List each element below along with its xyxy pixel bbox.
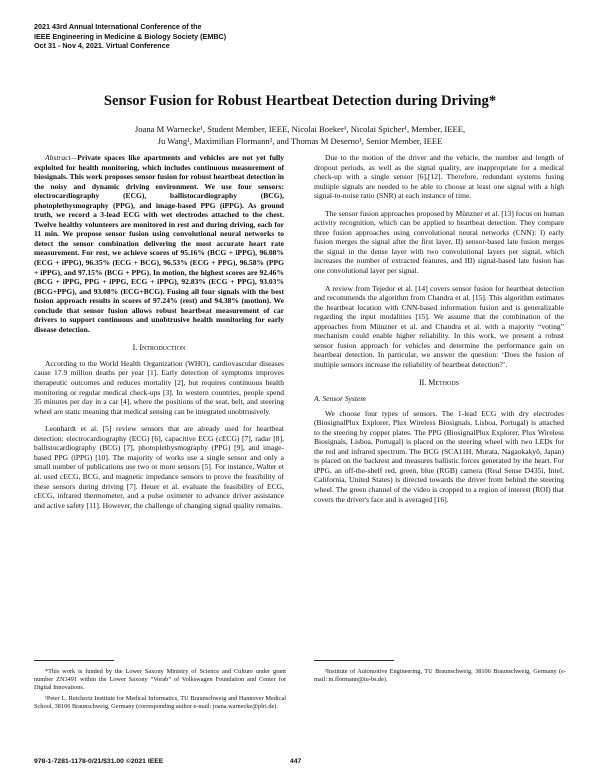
section-heading-introduction: I. Introduction [132, 343, 186, 353]
isbn-footer: 978-1-7281-1178-0/21/$31.00 ©2021 IEEE [34, 758, 164, 765]
author-line-1: Joana M Warnecke¹, Student Member, IEEE, Nicolai Boeker¹, Nicolai Spicher¹, Member, IEEE, [134, 124, 466, 134]
subsection-heading-sensor-system: A. Sensor System [314, 394, 366, 404]
footnote-affiliation-2: ²Institute of Automotive Engineering, TU Braunschweig, 38106 Braunschweig, Germany (e-mail: m.flormann@tu-bs.de). [314, 668, 566, 683]
intro-paragraph-3: Due to the motion of the driver and the vehicle, the number and length of dropout periods, as well as the signal quality, are inappropriate for a medical check-up with a single sensor [6],[12]. Therefore, redundant systems fusing multiple signals are needed to be able to choose at least one signal with a high signal-to-noise ratio (SNR) at each instance of time. [314, 153, 564, 201]
intro-paragraph-4: The sensor fusion approaches proposed by Münzner et al. [13] focus on human activity recognition, which can be applied to heartbeat detection. They compare three fusion approaches using convolutional neural networks (CNN): I) early fusion merges the signal after the first layer, II) sensor-based late fusion merges the signal in the dense layer with two convolutional layers per signal, which increases the number of extracted features, and III) signal-based late fusion has one convolutional layer per signal. [314, 208, 564, 276]
footnote-rule-right [314, 660, 394, 661]
abstract-lead: Abstract— [45, 153, 78, 162]
abstract [34, 153, 284, 334]
abstract-text: Private spaces like apartments and vehicles are not yet fully exploited for health monitoring, which includes continuous measurement of biosignals. This work proposes sensor fusion for robust heartbeat detection in the noisy and dynamic driving environment. We use four sensors: electrocardiography (ECG), ballistocardiography (BCG), photoplethysmography (PPG), and image-based PPG (iPPG). As ground truth, we record a 3-lead ECG with wet electrodes attached to the chest. Twelve healthy volunteers are monitored in rest and during driving, each for 11 min. We propose sensor fusion using convolutional neural networks to detect the sensor combination delivering the most accurate heart rate measurement. For rest, we achieve scores of 95.16% (BCG + iPPG), 96.08% (ECG + iPPG), 96.35% (ECG + BCG), 96.53% (ECG + PPG), 96.58% (PPG + iPPG), and 97.15% (BCG + PPG). In motion, the highest scores are 92.46% (BCG + iPPG, PPG + iPPG, ECG + iPPG), 92.83% (ECG + PPG), 93.03% (BCG+PPG), and 93.08% (ECG+BCG). Fusing all four signals with the best fusion approach results in scores of 97.24% (rest) and 94.38% (motion). We conclude that sensor fusion allows robust heartbeat measurement of car drivers to support continuous and unobtrusive health monitoring for early disease detection. [34, 153, 284, 334]
author-list [70, 123, 530, 148]
footnote-rule-left [34, 660, 114, 661]
footnote-funding: *This work is funded by the Lower Saxony Ministry of Science and Culture under grant number ZN3491 within the Lower Saxony “Vorab” of Volkswagen Foundation and Center for Digital Innovations. [34, 668, 286, 691]
footnote-affiliation-1: ¹Peter L. Reichertz Institute for Medical Informatics, TU Braunschweig and Hannover Medical School, 38106 Braunschweig, Germany (corresponding author e-mail: joana.warnecke@plri.de). [34, 695, 286, 710]
intro-paragraph-2: Leonhardt et al. [5] review sensors that are already used for heartbeat detection: electrocardiography (ECG) [6], capacitive ECG (cECG) [7], radar [8], ballistocardiography (BCG) [7], photoplethysmography (PPG) [9], and image-based PPG (iPPG) [10]. The majority of works use a single sensor and only a small number of publications use two or more sensors [5]. For instance, Walter et al. used cECG, BCG, and magnetic impedance sensors to prove the feasibility of these sensors during driving [7]. Heuer et al. evaluate the feasibility of ECG, cECG, infrared thermometer, and a pulse oximeter to advance driver assistance and active safety [11]. However, the challenge of changing signal quality remains. [34, 424, 284, 510]
footnote-left [34, 668, 286, 711]
left-column [34, 153, 284, 510]
section-heading-methods: II. Methods [418, 378, 460, 388]
footnote-right [314, 668, 566, 684]
author-line-2: Ju Wang¹, Maximilian Flormann², and Thomas M Deserno¹, Senior Member, IEEE [157, 136, 443, 147]
conference-line-3: Oct 31 - Nov 4, 2021. Virtual Conference [34, 41, 170, 51]
conference-line-1: 2021 43rd Annual International Conference of the [34, 22, 202, 31]
conference-line-2: IEEE Engineering in Medicine & Biology Society (EMBC) [34, 31, 227, 41]
paper-title: Sensor Fusion for Robust Heartbeat Detection during Driving* [103, 93, 497, 109]
intro-paragraph-1: According to the World Health Organization (WHO), cardiovascular diseases cause 17.9 million deaths per year [1]. Early detection of symptoms improves therapeutic outcomes and reduces mortality [2], but requires continuous health monitoring or regular medical check-ups [3]. In western countries, people spend 35 minutes per day in a car [4], where the positions of the seat, belt, and steering wheel are static meaning that medical sensing can be integrated unobtrusively. [34, 358, 284, 416]
page-number: 447 [290, 758, 302, 765]
conference-header [34, 22, 226, 51]
intro-paragraph-5: A review from Tejedor et al. [14] covers sensor fusion for heartbeat detection and recommends the algorithm from Chandra et al. [15]. This algorithm estimates the heartbeat location with CNN-based information fusion and is generalizable regarding the input modalities [15]. We assume that the combination of the approaches from Münzner et al. and Chandra et al. with a majority “voting” mechanism could enable higher reliability. In this work, we present a robust sensor fusion approach for vehicles and determine the performance gain on heartbeat detection. In particular, we answer the question: ‘Does the fusion of multiple sensors increase the reliability of heartbeat detection?’. [314, 283, 564, 369]
right-column [314, 153, 564, 504]
methods-paragraph-1: We choose four types of sensors. The 1-lead ECG with dry electrodes (BiosignalPlux Explorer, Plux Wireless Biosignals, Lisboa, Portugal) is attached to the steering by copper plates. The PPG (BiosignalPlux Explorer, Plux Wireless Biosignals, Lisboa, Portugal) is placed on the steering wheel with two LEDs for the red and infrared spectrum. The BCG (SCA11H, Murata, Nagaokakyō, Japan) is placed on the backrest and measures ballistic forces generated by the heart. For iPPG, an off-the-shelf red, green, blue (RGB) camera (Real Sense D435i, Intel, California, United States) is directed towards the driver from behind the steering wheel. The green channel of the video is cropped to a region of interest (ROI) that covers the driver's face and is averaged [16]. [314, 408, 564, 504]
